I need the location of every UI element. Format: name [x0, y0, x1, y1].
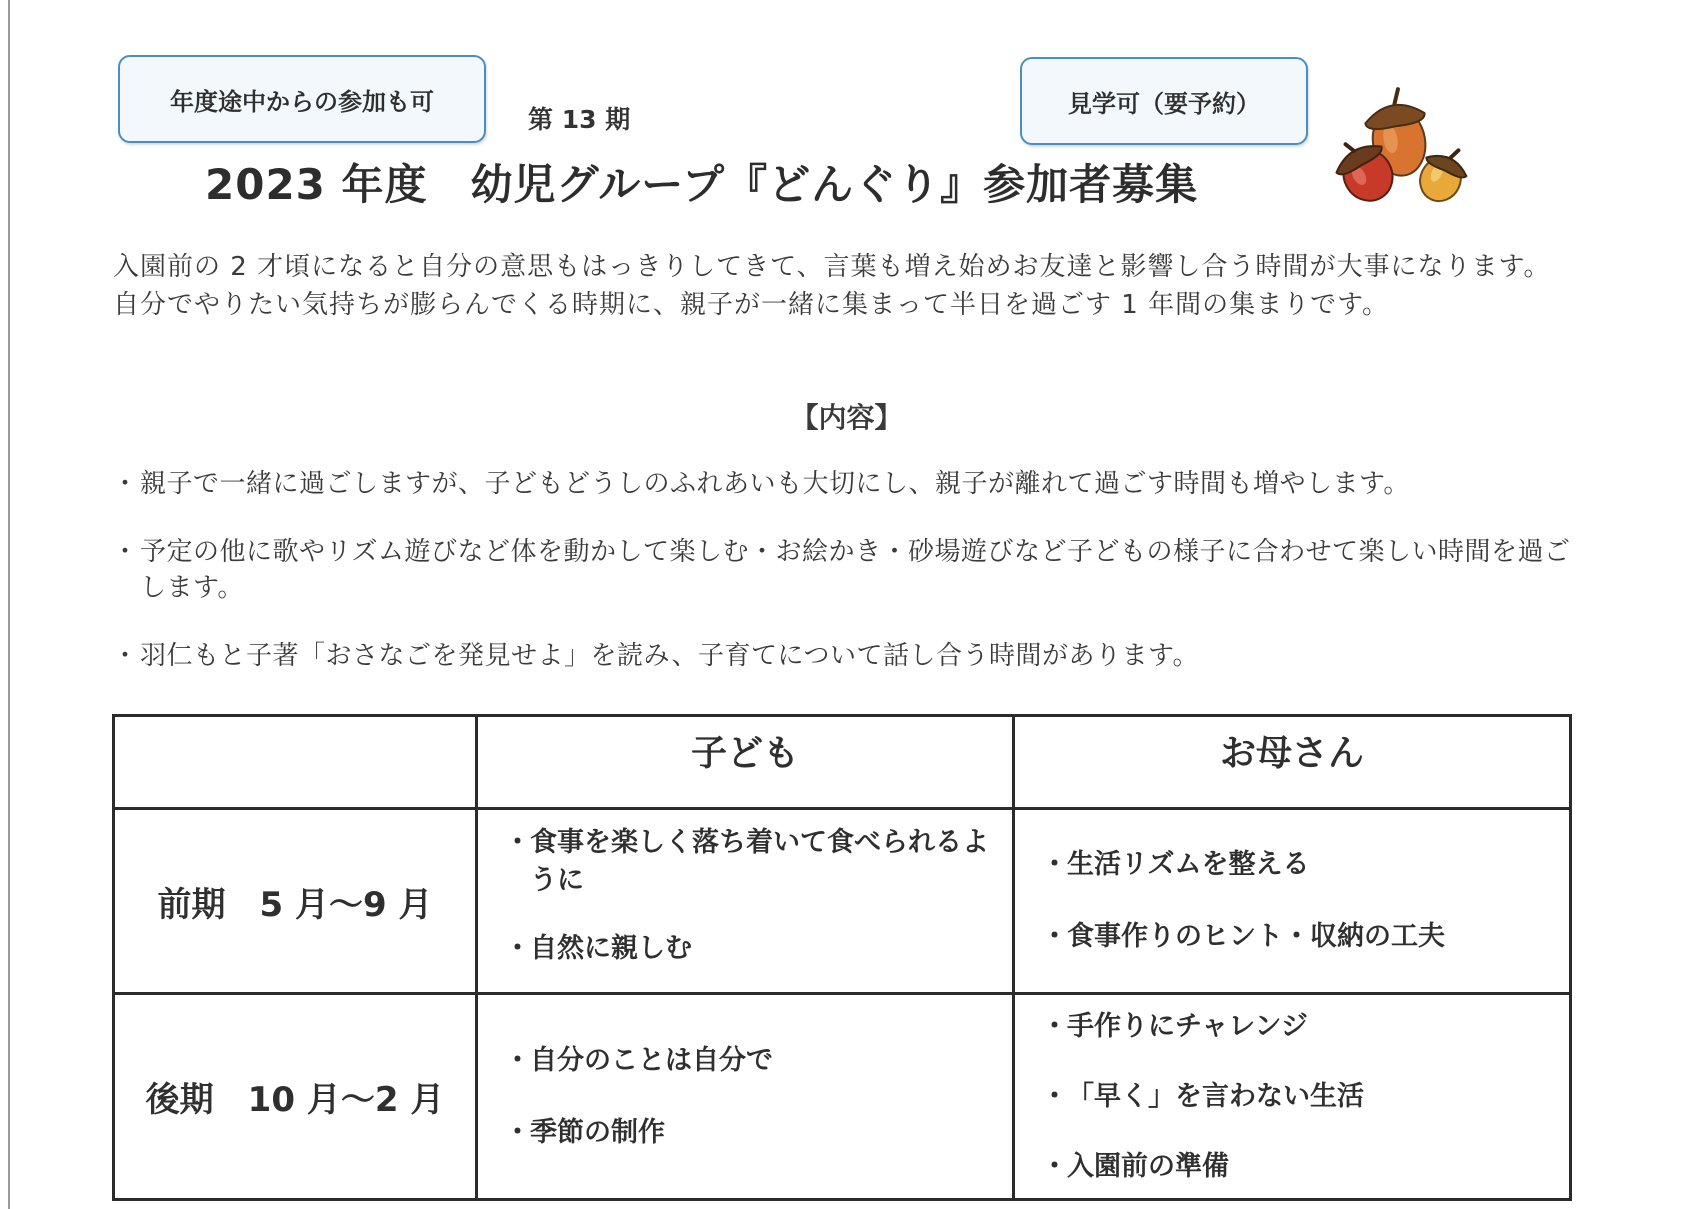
child-goals-cell: [477, 994, 1014, 1200]
badge-join-midyear: [118, 55, 486, 143]
badge-visit-allowed-label: 見学可（要予約）: [1068, 89, 1260, 118]
period-cell: 後期 10 月～2 月: [114, 994, 477, 1200]
list-item: ・ 親子で一緒に過ごしますが、子どもどうしのふれあいも大切にし、親子が離れて過ごす時間も増やします。: [118, 466, 1578, 502]
badge-join-midyear-label: 年度途中からの参加も可: [170, 87, 434, 116]
mother-goals-cell: [1014, 809, 1571, 994]
page-edge-line: [8, 0, 10, 1209]
table-row: [114, 809, 1571, 994]
schedule-table: [112, 714, 1572, 1201]
table-header-row: [114, 716, 1571, 809]
badge-visit-allowed: [1020, 57, 1308, 145]
list-item: ・ 手作りにチャレンジ: [1045, 1008, 1549, 1046]
contents-heading: 【内容】: [790, 401, 903, 434]
child-goals-cell: [477, 809, 1014, 994]
list-item: ・ 食事を楽しく落ち着いて食べられるように: [508, 824, 992, 900]
list-item: ・ 「早く」を言わない生活: [1045, 1078, 1549, 1116]
list-item: ・ 食事作りのヒント・収納の工夫: [1045, 918, 1549, 956]
table-row: [114, 994, 1571, 1200]
intro-paragraph: 入園前の 2 才頃になると自分の意思もはっきりしてきて、言葉も増え始めお友達と影響し合う時間が大事になります。自分でやりたい気持ちが膨らんでくる時期に、親子が一緒に集まって半日を過ごす 1 年間の集まりです。: [113, 252, 1551, 320]
list-item: ・ 季節の制作: [508, 1114, 992, 1152]
acorn-illustration-icon: [1325, 70, 1485, 210]
period-cell: 前期 5 月～9 月: [114, 809, 477, 994]
list-item: ・ 入園前の準備: [1045, 1148, 1549, 1186]
header-cell-child: 子ども: [477, 716, 1014, 809]
mother-goals-cell: [1014, 994, 1571, 1200]
page-title: 2023 年度 幼児グループ『どんぐり』参加者募集: [205, 160, 1199, 209]
list-item: ・ 自然に親しむ: [508, 930, 992, 968]
contents-list: [118, 466, 1578, 706]
list-item: ・ 予定の他に歌やリズム遊びなど体を動かして楽しむ・お絵かき・砂場遊びなど子どもの様子に合わせて楽しい時間を過ごします。: [118, 534, 1578, 606]
list-item: ・ 自分のことは自分で: [508, 1042, 992, 1080]
header-cell-mother: お母さん: [1014, 716, 1571, 809]
header-cell-blank: [114, 716, 477, 809]
term-label: 第 13 期: [528, 105, 631, 134]
list-item: ・ 羽仁もと子著「おさなごを発見せよ」を読み、子育てについて話し合う時間があります。: [118, 638, 1578, 674]
list-item: ・ 生活リズムを整える: [1045, 846, 1549, 884]
